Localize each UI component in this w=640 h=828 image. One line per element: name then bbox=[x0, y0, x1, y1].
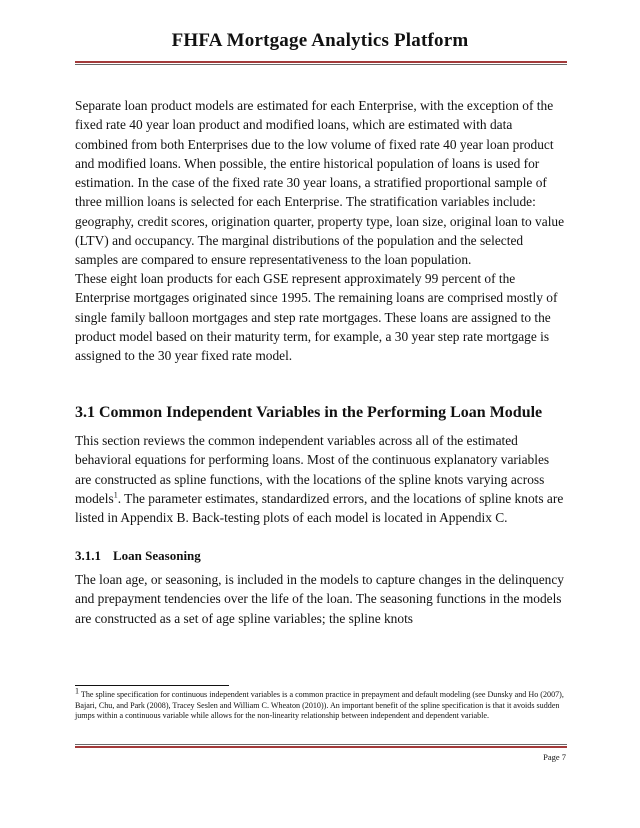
footer-rule-red bbox=[75, 746, 567, 748]
footnote-marker: 1 bbox=[75, 686, 79, 696]
subsection-heading bbox=[75, 547, 567, 565]
section-3-1-text-a: This section reviews the common independent variables across all of the estimated behavioral equations for performing loans. Most of the continuous explanatory variables are constructed as spline functions, with the locations of the spline knots varying across models bbox=[75, 433, 550, 506]
footnote bbox=[75, 686, 567, 722]
page-number: Page 7 bbox=[543, 752, 566, 762]
body-paragraph-2: These eight loan products for each GSE represent approximately 99 percent of the Enterprise mortgages originated since 1995. The remaining loans are comprised mostly of single family balloon mortgages and step rate mortgages. These loans are assigned to the product model based on their maturity term, for example, a 30 year step rate mortgage is assigned to the 30 year fixed rate model. bbox=[75, 271, 558, 364]
footnote-reference[interactable]: 1 bbox=[113, 490, 118, 500]
section-3-1-paragraph bbox=[75, 431, 567, 527]
body-paragraph-1-container bbox=[75, 96, 567, 270]
section-3-1-paragraph-container bbox=[75, 431, 567, 527]
subsection-title: Loan Seasoning bbox=[113, 548, 201, 563]
subsection-3-1-1 bbox=[75, 547, 567, 565]
subsection-3-1-1-paragraph-container bbox=[75, 570, 567, 628]
footnote-separator bbox=[75, 685, 229, 686]
section-3-1 bbox=[75, 403, 567, 423]
page-header-title: FHFA Mortgage Analytics Platform bbox=[171, 30, 469, 51]
footnote-text: The spline specification for continuous independent variables is a common practice in prepayment and default modeling (see Dunsky and Ho (2007), Bajari, Chu, and Park (2008), Tracey Seslen and William C. Wheaton (2010)). An important benefit of the spline specification is that it avoids sudden jumps within a continuous variable while allows for the non-linearity relationship between independent and dependent variable. bbox=[75, 690, 564, 721]
section-3-1-text-b: . The parameter estimates, standardized errors, and the locations of spline knots are listed in Appendix B. Back-testing plots of each model is located in Appendix C. bbox=[75, 490, 564, 526]
body-paragraph-1: Separate loan product models are estimated for each Enterprise, with the exception of the fixed rate 40 year loan product and modified loans, which are estimated with data combined from both Enterprises due to the low volume of fixed rate 40 year loan product and modified loans. When possible, the entire historical population of loans is used for estimation. In the case of the fixed rate 30 year loans, a stratified proportional sample of three million loans is selected for each Enterprise. The stratification variables include: geography, credit scores, origination quarter, property type, loan size, original loan to value (LTV) and occupancy. The marginal distributions of the population and the selected samples are compared to ensure representativeness to the loan population. bbox=[75, 98, 565, 268]
subsection-number: 3.1.1 bbox=[75, 548, 101, 563]
header-rule-red bbox=[75, 61, 567, 63]
section-heading: 3.1 Common Independent Variables in the Performing Loan Module bbox=[75, 404, 543, 421]
footer-rule-gray bbox=[75, 744, 567, 745]
header-rule-gray bbox=[75, 64, 567, 65]
subsection-3-1-1-paragraph: The loan age, or seasoning, is included in the models to capture changes in the delinquency and prepayment tendencies over the life of the loan. The seasoning functions in the models are constructed as a set of age spline variables; the spline knots bbox=[75, 572, 564, 626]
body-paragraph-2-container bbox=[75, 269, 567, 365]
